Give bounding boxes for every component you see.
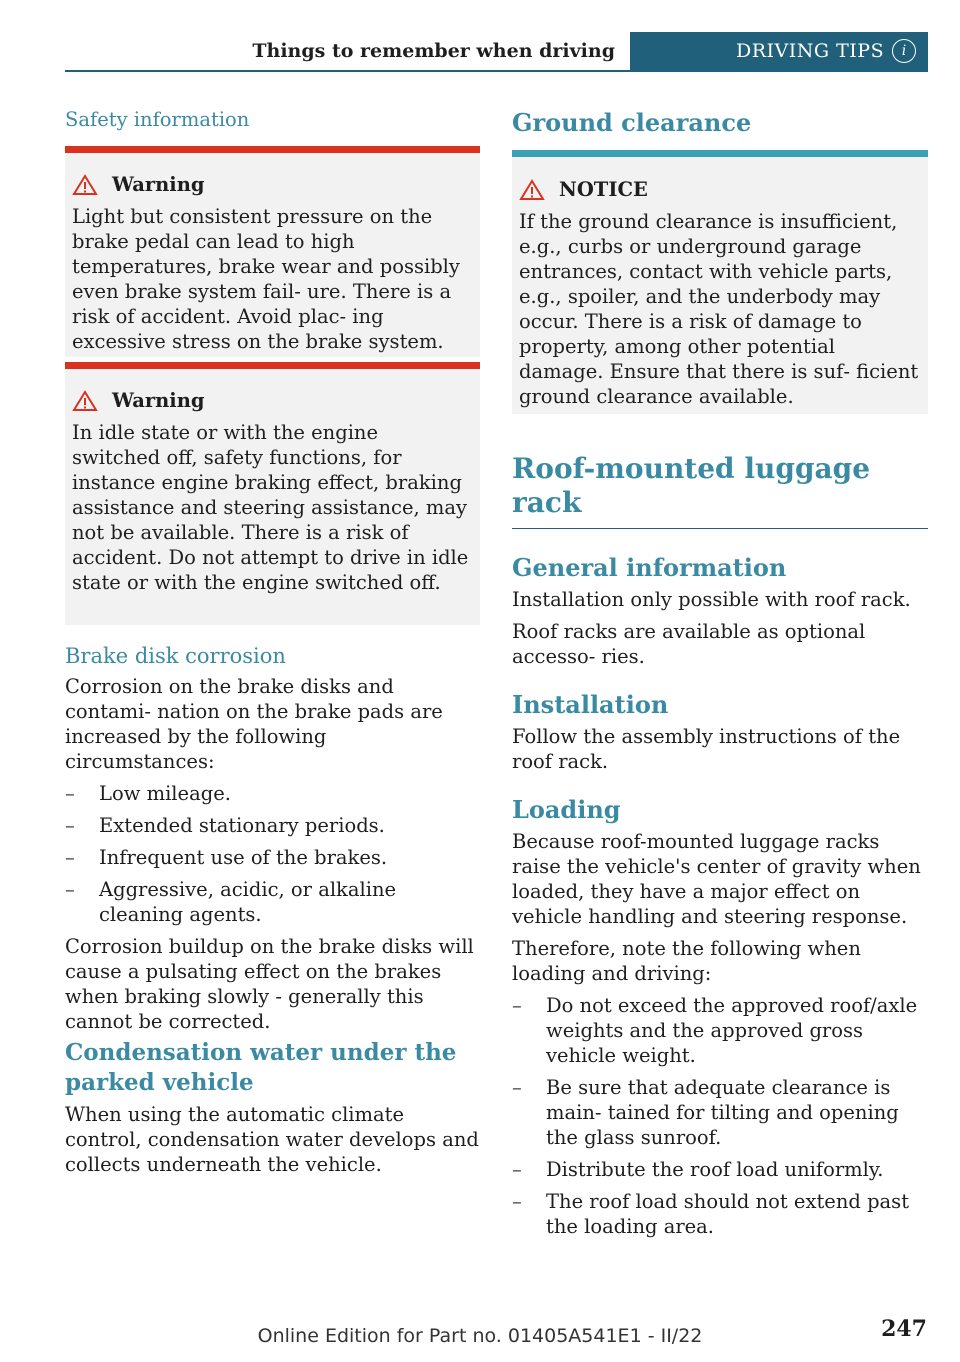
- page-header: [65, 32, 928, 72]
- list-item: – Be sure that adequate clearance is main‐ tained for tilting and opening the glass sunroof.: [512, 1075, 928, 1150]
- loading-text-2: Therefore, note the following when loading and driving:: [512, 937, 861, 985]
- heading-rule: [512, 528, 928, 529]
- list-item: – Distribute the roof load uniformly.: [512, 1157, 928, 1182]
- general-text-2: Roof racks are available as optional accesso‐ ries.: [512, 620, 866, 668]
- warning-header: [72, 172, 472, 197]
- chapter-tab: [630, 32, 928, 70]
- warning-icon: [72, 174, 98, 196]
- chapter-title: DRIVING TIPS: [736, 40, 885, 62]
- list-item: – Extended stationary periods.: [65, 813, 480, 838]
- installation-heading: Installation: [512, 690, 669, 719]
- brake-intro: Corrosion on the brake disks and contami‐ nation on the brake pads are increased by the following circumstances:: [65, 675, 443, 773]
- warning-box-1: [65, 146, 480, 357]
- list-item: – Infrequent use of the brakes.: [65, 845, 480, 870]
- footer-edition: Online Edition for Part no. 01405A541E1 - II/22: [257, 1325, 703, 1347]
- loading-heading: Loading: [512, 795, 621, 824]
- condensation-text: When using the automatic climate control, condensation water develops and collects underneath the vehicle.: [65, 1103, 479, 1176]
- list-item: – Do not exceed the approved roof/axle weights and the approved gross vehicle weight.: [512, 993, 928, 1068]
- brake-heading: Brake disk corrosion: [65, 644, 286, 668]
- ground-heading: Ground clearance: [512, 108, 752, 137]
- notice-label: NOTICE: [559, 178, 648, 201]
- general-text-1: Installation only possible with roof rack.: [512, 588, 911, 611]
- warning-label: Warning: [112, 389, 205, 412]
- notice-header: [519, 177, 921, 202]
- warning-header: [72, 388, 472, 413]
- notice-text: If the ground clearance is insufficient, e.g., curbs or underground garage entrances, contact with vehicle parts, e.g., spoiler, and the underbody may occur. There is a risk of damage to property, among other potential damage. Ensure that there is suf‐ ficient ground clearance available.: [519, 210, 919, 408]
- brake-outro: Corrosion buildup on the brake disks will cause a pulsating effect on the brakes when braking slowly - generally this cannot be corrected.: [65, 935, 474, 1033]
- list-item: – The roof load should not extend past the loading area.: [512, 1189, 928, 1239]
- list-item: – Aggressive, acidic, or alkaline cleaning agents.: [65, 877, 480, 927]
- roof-section: [512, 452, 928, 1239]
- condensation-heading: Condensation water under the parked vehicle: [65, 1039, 457, 1096]
- brake-list: [65, 781, 480, 927]
- header-rule: [65, 70, 928, 72]
- warning-icon: [72, 390, 98, 412]
- safety-heading: Safety information: [65, 108, 250, 131]
- warning-icon: [519, 179, 545, 201]
- condensation-section: [65, 1038, 480, 1177]
- warning-label: Warning: [112, 173, 205, 196]
- general-heading: General information: [512, 553, 787, 582]
- section-title: Things to remember when driving: [252, 40, 615, 62]
- warning-text: In idle state or with the engine switched off, safety functions, for instance engine braking effect, braking assistance and steering assistance, may not be available. There is a risk of accident. Do not attempt to drive in idle state or with the engine switched off.: [72, 421, 469, 594]
- info-icon: i: [892, 39, 916, 63]
- warning-text: Light but consistent pressure on the brake pedal can lead to high temperatures, brake wear and possibly even brake system fail‐ ure. There is a risk of accident. Avoid plac‐ ing excessive stress on the brake system.: [72, 205, 460, 353]
- list-item: – Low mileage.: [65, 781, 480, 806]
- warning-box-2: [65, 362, 480, 625]
- installation-text: Follow the assembly instructions of the roof rack.: [512, 725, 901, 773]
- brake-section: [65, 642, 480, 1034]
- loading-text-1: Because roof-mounted luggage racks raise the vehicle's center of gravity when loaded, they have a major effect on vehicle handling and steering response.: [512, 830, 921, 928]
- roof-heading: Roof-mounted luggage rack: [512, 452, 871, 519]
- notice-box: [512, 150, 928, 414]
- page-number: 247: [881, 1316, 927, 1342]
- loading-list: [512, 993, 928, 1239]
